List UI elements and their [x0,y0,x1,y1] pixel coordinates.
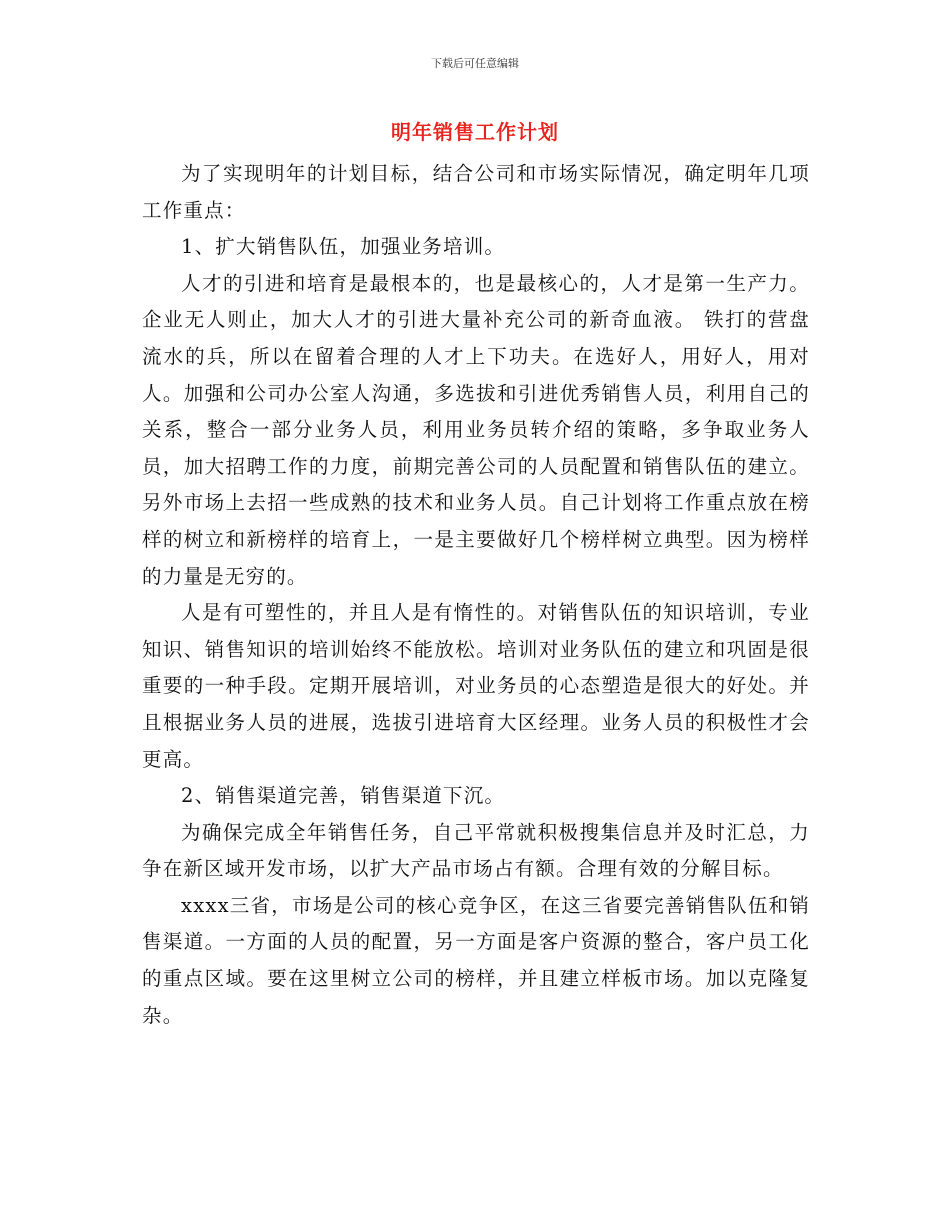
paragraph-talent: 人才的引进和培育是最根本的，也是最核心的，人才是第一生产力。企业无人则止，加大人才的引进大量补充公司的新奇血液。 铁打的营盘流水的兵，所以在留着合理的人才上下功夫。在选好人，用好人，用对人。加强和公司办公室人沟通，多选拔和引进优秀销售人员，利用自己的关系，整合一部分业务人员，利用业务员转介绍的策略，多争取业务人员，加大招聘工作的力度，前期完善公司的人员配置和销售队伍的建立。另外市场上去招一些成熟的技术和业务人员。自己计划将工作重点放在榜样的树立和新榜样的培育上，一是主要做好几个榜样树立典型。因为榜样的力量是无穷的。 [142,271,810,588]
paragraph-heading-2: 2、销售渠道完善，销售渠道下沉。 [181,784,506,808]
paragraph-sales-target: 为确保完成全年销售任务，自己平常就积极搜集信息并及时汇总，力争在新区域开发市场，以扩大产品市场占有额。合理有效的分解目标。 [142,820,810,881]
document-body [142,156,810,1034]
paragraph-intro: 为了实现明年的计划目标，结合公司和市场实际情况，确定明年几项工作重点： [142,162,810,222]
paragraph-three-provinces: xxxx三省，市场是公司的核心竞争区，在这三省要完善销售队伍和销售渠道。一方面的人员的配置，另一方面是客户资源的整合，客户员工化的重点区域。要在这里树立公司的榜样，并且建立样板市场。加以克隆复杂。 [142,893,810,1027]
header-note: 下载后可任意编辑 [431,57,519,70]
document-title: 明年销售工作计划 [391,120,559,144]
paragraph-heading-1: 1、扩大销售队伍，加强业务培训。 [181,235,506,259]
paragraph-training: 人是有可塑性的，并且人是有惰性的。对销售队伍的知识培训，专业知识、销售知识的培训始终不能放松。培训对业务队伍的建立和巩固是很重要的一种手段。定期开展培训，对业务员的心态塑造是很大的好处。并且根据业务人员的进展，选拔引进培育大区经理。业务人员的积极性才会更高。 [142,601,810,771]
